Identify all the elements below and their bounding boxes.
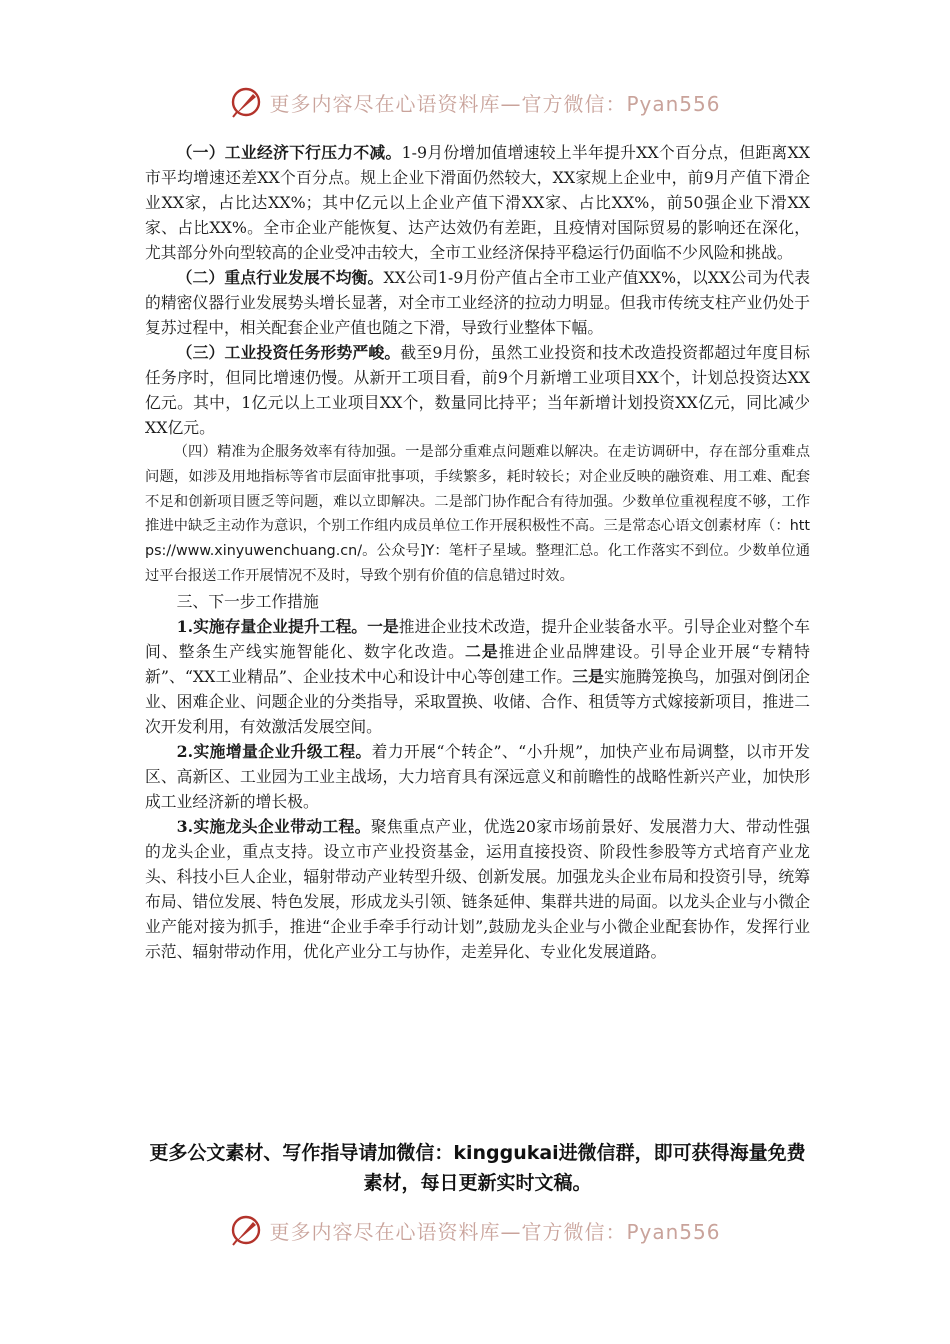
paragraph-text: 推进企业技术改造，提升企业装备水平。引导企业对整个车间、整条生产线实施智能化、数字化改造。 — [145, 616, 810, 661]
keyword-third: 三是 — [572, 666, 604, 686]
paragraph-industrial-pressure — [145, 140, 810, 265]
paragraph-heading: （二）重点行业发展不均衡。 — [176, 268, 384, 287]
paragraph-service-efficiency: （四）精准为企服务效率有待加强。一是部分重难点问题难以解决。在走访调研中，存在部分重难点问题，如涉及用地指标等省市层面审批事项，手续繁多，耗时较长；对企业反映的融资难、用工难、配套不足和创新项目匮乏等问题，难以立即解决。二是部门协作配合有待加强。少数单位重视程度不够，工作推进中缺乏主动作为意识，个别工作组内成员单位工作开展积极性不高。三是常态心语文创素材库（：https://www.xinyuwenchuang.cn/。公众号]Y：笔杆子星域。整理汇总。化工作落实不到位。少数单位通过平台报送工作开展情况不及时，导致个别有价值的信息错过时效。 — [145, 444, 810, 584]
keyword-first: 一是 — [367, 616, 399, 636]
section-title: 三、下一步工作措施 — [176, 591, 319, 611]
paragraph-incremental-enterprise — [145, 739, 810, 814]
paragraph-investment-tasks — [145, 340, 810, 440]
paragraph-text: 推进企业品牌建设。引导企业开展“专精特新”、“XX工业精品”、企业技术中心和设计中心等创建工作。 — [145, 641, 810, 686]
keyword-second: 二是 — [465, 641, 499, 661]
paragraph-heading: 3.实施龙头企业带动工程。 — [176, 816, 371, 836]
paragraph-heading: （三）工业投资任务形势严峻。 — [176, 343, 401, 362]
paragraph-text: 着力开展“个转企”、“小升规”，加快产业布局调整，以市开发区、高新区、工业园为工业主战场，大力培育具有深远意义和前瞻性的战略性新兴产业，加快形成工业经济新的增长极。 — [145, 741, 810, 811]
document-body — [145, 140, 810, 964]
header-banner-text: 更多内容尽在心语资料库—官方微信：Pyan556 — [269, 91, 721, 116]
paragraph-text: 1-9月份增加值增速较上半年提升XX个百分点，但距离XX市平均增速还差XX个百分点。规上企业下滑面仍然较大，XX家规上企业中，前9月产值下滑企业XX家，占比达XX%；其中亿元以上企业产值下滑XX家、占比XX%，前50强企业下滑XX家、占比XX%。全市企业产能恢复、达产达效仍有差距，且疫情对国际贸易的影响还在深化，尤其部分外向型较高的企业受冲击较大，全市工业经济保持平稳运行仍面临不少风险和挑战。 — [145, 143, 810, 262]
paragraph-heading: 2.实施增量企业升级工程。 — [176, 741, 372, 761]
paragraph-leading-enterprise — [145, 814, 810, 964]
footer-promo-note: 更多公文素材、写作指导请加微信：kinggukai进微信群，即可获得海量免费素材，每日更新实时文稿。 — [149, 1142, 806, 1194]
quill-logo-icon — [229, 1213, 263, 1247]
footer-banner-text: 更多内容尽在心语资料库—官方微信：Pyan556 — [269, 1219, 721, 1244]
paragraph-text: 聚焦重点产业，优选20家市场前景好、发展潜力大、带动性强的龙头企业，重点支持。设立市产业投资基金，运用直接投资、阶段性参股等方式培育产业龙头、科技小巨人企业，辐射带动产业转型升级、创新发展。加强龙头企业布局和投资引导，统筹布局、错位发展、特色发展，形成龙头引领、链条延伸、集群共进的局面。以龙头企业与小微企业产能对接为抓手，推进“企业手牵手行动计划”,鼓励龙头企业与小微企业配套协作，发挥行业示范、辐射带动作用，优化产业分工与协作，走差异化、专业化发展道路。 — [145, 816, 810, 961]
footer-banner — [0, 1210, 950, 1250]
paragraph-heading: 1.实施存量企业提升工程。 — [176, 616, 368, 636]
paragraph-text: 截至9月份，虽然工业投资和技术改造投资都超过年度目标任务序时，但同比增速仍慢。从新开工项目看，前9个月新增工业项目XX个，计划总投资达XX亿元。其中，1亿元以上工业项目XX个，数量同比持平；当年新增计划投资XX亿元，同比减少XX亿元。 — [145, 343, 810, 437]
paragraph-heading: （一）工业经济下行压力不减。 — [176, 143, 402, 162]
header-banner — [0, 82, 950, 122]
quill-logo-icon — [229, 85, 263, 119]
paragraph-industry-imbalance — [145, 265, 810, 340]
paragraph-text: 实施腾笼换鸟，加强对倒闭企业、困难企业、问题企业的分类指导，采取置换、收储、合作、租赁等方式嫁接新项目，推进二次开发利用，有效激活发展空间。 — [145, 666, 810, 736]
paragraph-existing-enterprise — [145, 614, 810, 739]
paragraph-text: XX公司1-9月份产值占全市工业产值XX%，以XX公司为代表的精密仪器行业发展势头增长显著，对全市工业经济的拉动力明显。但我市传统支柱产业仍处于复苏过程中，相关配套企业产值也随之下滑，导致行业整体下幅。 — [145, 268, 810, 337]
